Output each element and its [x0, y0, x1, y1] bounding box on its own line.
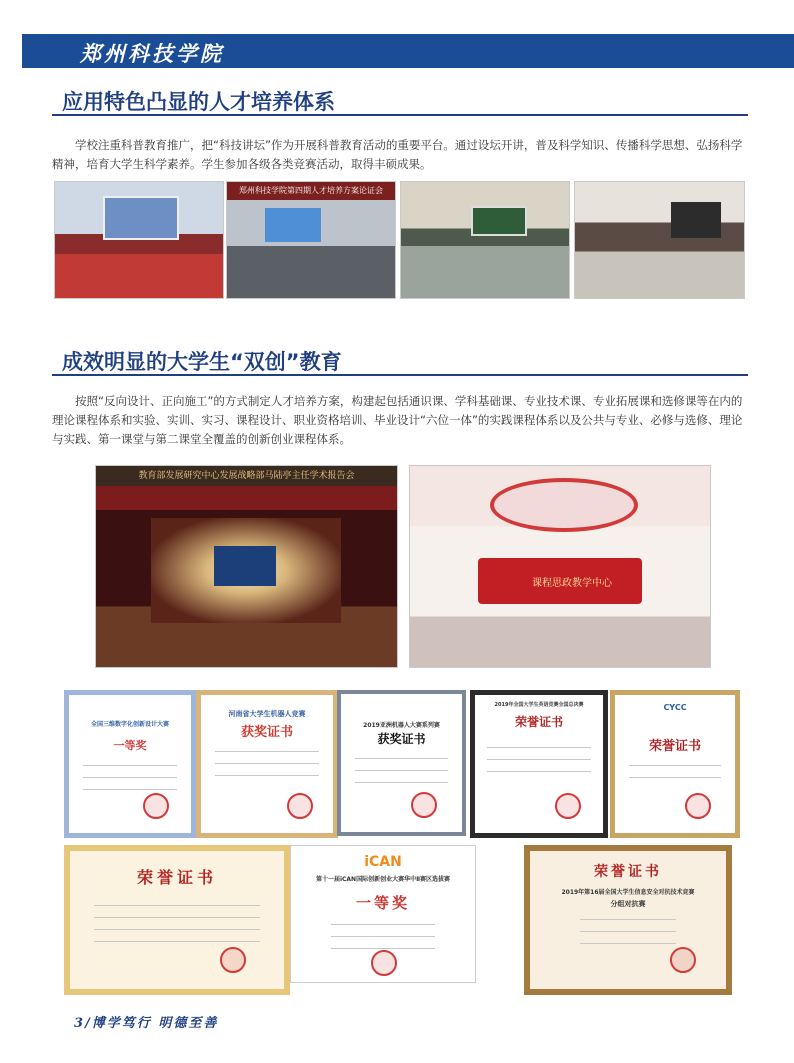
cert5-seal: [685, 793, 711, 819]
certificate-info-security: [524, 845, 732, 995]
section2-title: 成效明显的大学生“双创”教育: [62, 350, 342, 374]
photo-teaching-center: [409, 465, 711, 668]
certificate-robot-contest: [196, 690, 338, 838]
cert4-header: 2019年全国大学生英语竞赛全国总决赛: [494, 702, 584, 708]
cert3-seal: [411, 792, 437, 818]
photo-students: [574, 181, 745, 299]
cert7-brand: iCAN: [364, 854, 402, 870]
cert1-title: 全国三维数字化创新设计大赛: [90, 721, 169, 728]
certificate-asia-robot: [337, 690, 466, 836]
cert8-sub: 分组对抗赛: [610, 900, 646, 908]
cert2-header: 河南省大学生机器人竞赛: [228, 710, 306, 718]
cert4-seal: [555, 793, 581, 819]
cert5-header: CYCC: [663, 703, 687, 712]
photo-center-screen: [478, 558, 642, 604]
cert7-award: 一等奖: [355, 894, 410, 912]
photo-meeting-banner: 郑州科技学院第四期人才培养方案论证会: [227, 182, 395, 200]
cert7-seal: [371, 950, 397, 976]
certificate-english-contest: [470, 690, 608, 838]
photo-lecture-hall: [54, 181, 224, 299]
cert5-title: 荣誉证书: [648, 739, 701, 754]
header-accent-stripe: [22, 34, 42, 68]
photo-center-screen-text: 课程思政教学中心: [532, 578, 612, 589]
school-logo-text: 郑州科技学院: [80, 41, 224, 66]
cert2-seal: [287, 793, 313, 819]
section2-rule: [52, 374, 748, 376]
section1-title: 应用特色凸显的人才培养体系: [62, 90, 335, 114]
cert4-title: 荣誉证书: [514, 715, 563, 729]
photo-lecture-screen: [103, 196, 179, 240]
cert6-title: 荣誉证书: [136, 868, 217, 887]
photo-meeting-screen: [265, 208, 321, 242]
certificate-cycc: [610, 690, 740, 838]
photo-auditorium-banner: 教育部发展研究中心发展战略部马陆亭主任学术报告会: [96, 466, 397, 486]
cert2-title: 获奖证书: [240, 725, 293, 740]
certificate-honor-1: [64, 845, 290, 995]
cert7-header: 第十一届iCAN国际创新创业大赛华中Ⅱ赛区选拔赛: [315, 876, 451, 883]
cert8-seal: [670, 947, 696, 973]
certificate-ican: [290, 845, 476, 983]
cert6-seal: [220, 947, 246, 973]
photo-meeting: [226, 181, 396, 299]
section2-paragraph: 按照“反向设计、正向施工”的方式制定人才培养方案，构建起包括通识课、学科基础课、专业技术课、专业拓展课和选修课等在内的理论课程体系和实验、实训、实习、课程设计、职业资格培训、毕业设计“六位一体”的实践课程体系以及公共与专业、必修与选修、理论与实践、第一课堂与第二课堂全覆盖的创新创业课程体系。: [52, 394, 743, 446]
page-footer: 3/博学笃行 明德至善: [74, 1016, 219, 1031]
photo-lab-board: [471, 206, 527, 236]
photo-students-monitor: [671, 202, 721, 238]
cert3-header: 2019亚洲机器人大赛系列赛: [363, 722, 440, 729]
photo-auditorium: [95, 465, 398, 668]
photo-lab: [400, 181, 570, 299]
cert8-title: 荣誉证书: [594, 864, 662, 880]
section1-paragraph: 学校注重科普教育推广，把“科技讲坛”作为开展科普教育活动的重要平台。通过设坛开讲，普及科学知识、传播科学思想、弘扬科学精神，培育大学生科学素养。学生参加各级各类竞赛活动，取得丰硕成果。: [52, 138, 743, 171]
photo-center-ring: [490, 478, 638, 532]
cert1-award: 一等奖: [113, 739, 147, 752]
cert3-title: 获奖证书: [377, 732, 426, 746]
cert8-header: 2019年第16届全国大学生信息安全对抗技术竞赛: [561, 889, 695, 896]
cert1-seal: [143, 793, 169, 819]
photo-auditorium-screen: [214, 546, 276, 586]
section1-rule: [52, 114, 748, 116]
certificate-3d-design: [64, 690, 196, 838]
